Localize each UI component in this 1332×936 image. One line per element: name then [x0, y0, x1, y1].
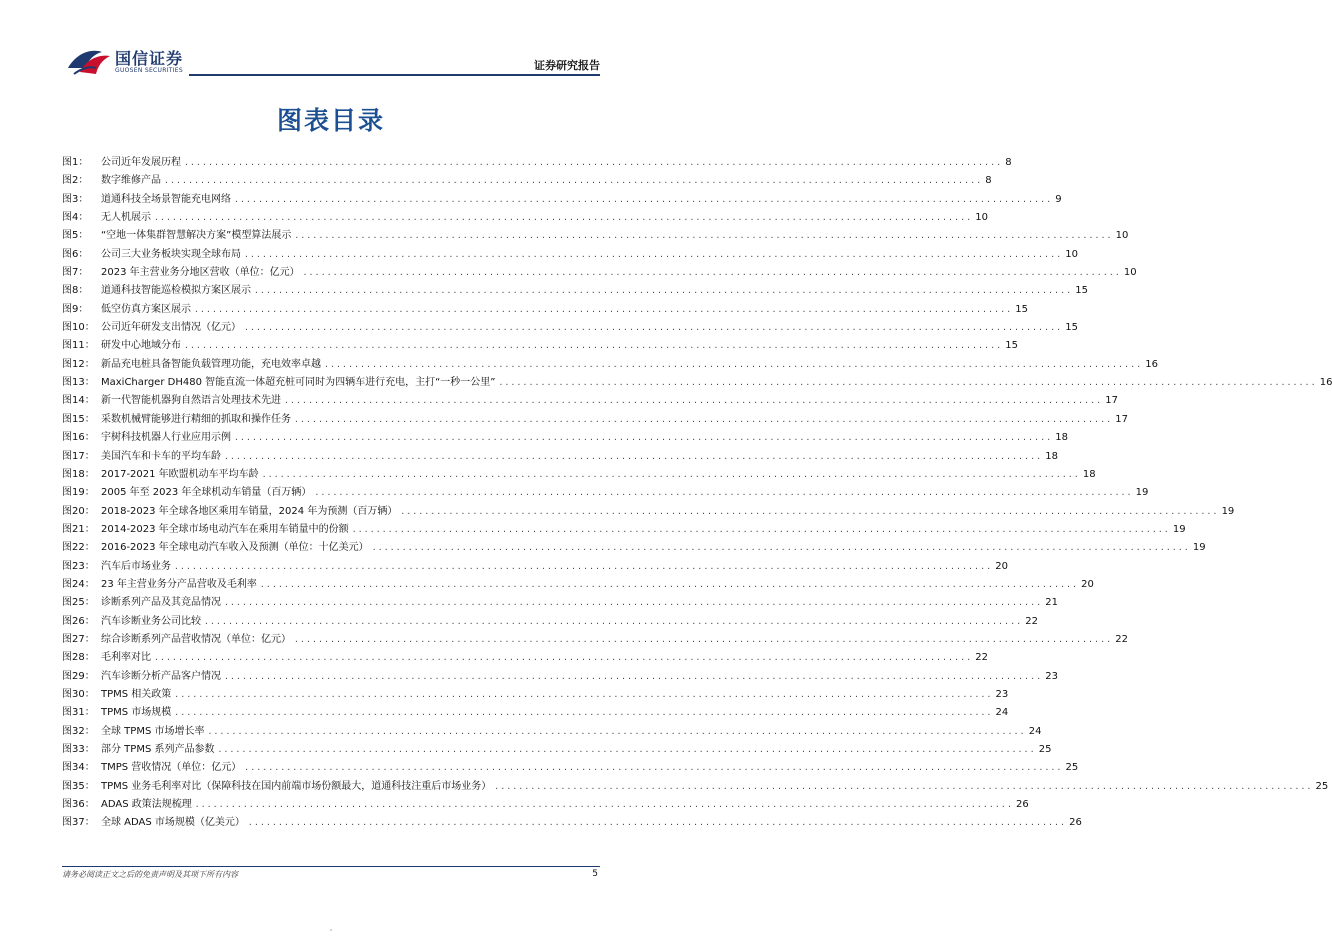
toc-dot-leader: ........................................................................................................................................	[324, 359, 1143, 369]
toc-entry-label: 图12：	[62, 358, 95, 370]
toc-entry-title: 新一代智能机器狗自然语言处理技术先进	[101, 395, 281, 407]
toc-dot-leader: ........................................................................................................................................	[174, 708, 993, 718]
toc-entry-page: 10	[1065, 248, 1078, 260]
toc-entry-title: ADAS 政策法规梳理	[101, 799, 192, 811]
guosen-logo-mark-icon	[66, 46, 112, 76]
figure-toc-list	[62, 154, 1332, 833]
toc-dot-leader: ........................................................................................................................................	[244, 323, 1063, 333]
toc-entry-title: TPMS 市场规模	[101, 707, 172, 719]
toc-dot-leader: ........................................................................................................................................	[207, 726, 1026, 736]
guosen-logo	[66, 44, 188, 78]
toc-entry-label: 图9：	[62, 303, 89, 315]
toc-entry-label: 图19：	[62, 487, 95, 499]
toc-entry-title: TPMS 业务毛利率对比（保障科技在国内前端市场份额最大，道通科技注重后市场业务）	[101, 780, 492, 792]
toc-dot-leader: ........................................................................................................................................	[154, 213, 973, 223]
toc-entry[interactable]	[62, 539, 1206, 557]
toc-entry-label: 图36：	[62, 799, 95, 811]
toc-entry-label: 图23：	[62, 560, 95, 572]
toc-entry-title: 新品充电桩具备智能负载管理功能，充电效率卓越	[101, 358, 321, 370]
toc-entry-title: 毛利率对比	[101, 652, 151, 664]
toc-dot-leader: ........................................................................................................................................	[294, 634, 1113, 644]
toc-entry-page: 10	[1115, 230, 1129, 242]
toc-entry[interactable]	[62, 429, 1068, 447]
toc-entry-label: 图13：	[62, 377, 95, 389]
toc-entry[interactable]	[62, 356, 1158, 374]
toc-entry-title: 2014-2023 年全球市场电动汽车在乘用车销量中的份额	[101, 523, 349, 535]
page-header	[0, 0, 662, 80]
toc-dot-leader: ........................................................................................................................................	[234, 194, 1053, 204]
toc-entry-page: 10	[1123, 267, 1137, 279]
toc-entry-title: TMPS 营收情况（单位：亿元）	[101, 762, 242, 774]
toc-dot-leader: ........................................................................................................................................	[302, 268, 1121, 278]
toc-entry-page: 10	[975, 212, 988, 224]
toc-entry-title: 无人机展示	[101, 212, 151, 224]
toc-entry-title: 诊断系列产品及其竞品情况	[101, 597, 221, 609]
toc-entry-page: 19	[1172, 523, 1186, 535]
toc-entry-title: 数字维修产品	[101, 175, 161, 187]
toc-entry-page: 25	[1315, 780, 1329, 792]
toc-dot-leader: ........................................................................................................................................	[261, 469, 1080, 479]
toc-entry-label: 图30：	[62, 688, 95, 700]
toc-entry-page: 23	[995, 688, 1009, 700]
toc-entry-page: 21	[1045, 597, 1058, 609]
toc-entry-page: 22	[1025, 615, 1038, 627]
toc-entry-title: 2018-2023 年全球各地区乘用车销量，2024 年为预测（百万辆）	[101, 505, 398, 517]
toc-dot-leader: ........................................................................................................................................	[284, 396, 1103, 406]
logo-text-cn: 国信证券	[115, 49, 184, 68]
toc-entry-title: TPMS 相关政策	[101, 688, 172, 700]
toc-entry-label: 图28：	[62, 652, 95, 664]
toc-entry[interactable]	[62, 723, 1042, 741]
toc-entry-label: 图5：	[62, 230, 89, 242]
toc-entry-page: 23	[1045, 670, 1058, 682]
toc-dot-leader: ........................................................................................................................................	[494, 781, 1313, 791]
toc-entry-label: 图11：	[62, 340, 95, 352]
toc-entry[interactable]	[62, 319, 1078, 337]
logo-text-en: GUOSEN SECURITIES	[115, 67, 184, 74]
toc-dot-leader: ........................................................................................................................................	[244, 763, 1063, 773]
toc-entry-page: 22	[975, 652, 988, 664]
toc-dot-leader: ........................................................................................................................................	[498, 378, 1317, 388]
footer-divider	[62, 866, 600, 867]
toc-entry[interactable]	[62, 392, 1118, 410]
toc-entry-label: 图24：	[62, 578, 95, 590]
toc-entry[interactable]	[62, 576, 1094, 594]
toc-entry-page: 17	[1115, 413, 1128, 425]
toc-entry[interactable]	[62, 282, 1088, 300]
toc-dot-leader: ........................................................................................................................................	[224, 451, 1043, 461]
toc-entry[interactable]	[62, 778, 1329, 796]
toc-dot-leader: ........................................................................................................................................	[254, 286, 1073, 296]
toc-entry-page: 17	[1105, 395, 1118, 407]
toc-entry-title: 公司三大业务板块实现全球布局	[101, 248, 241, 260]
toc-entry-title: 23 年主营业务分产品营收及毛利率	[101, 578, 257, 590]
toc-entry-label: 图20：	[62, 505, 95, 517]
footer-disclaimer: 请务必阅读正文之后的免责声明及其项下所有内容	[62, 870, 238, 879]
toc-entry[interactable]	[62, 613, 1038, 631]
toc-entry[interactable]	[62, 521, 1186, 539]
toc-entry-label: 图6：	[62, 248, 89, 260]
toc-entry-page: 15	[1005, 340, 1018, 352]
toc-entry[interactable]	[62, 209, 988, 227]
toc-entry-page: 8	[985, 175, 992, 187]
toc-dot-leader: ........................................................................................................................................	[174, 561, 993, 571]
toc-entry-label: 图2：	[62, 175, 89, 187]
page-title: 图表目录	[276, 106, 385, 135]
toc-dot-leader: ........................................................................................................................................	[174, 689, 993, 699]
toc-entry-label: 图25：	[62, 597, 95, 609]
toc-entry[interactable]	[62, 631, 1128, 649]
toc-entry-page: 15	[1065, 322, 1078, 334]
toc-dot-leader: ........................................................................................................................................	[224, 671, 1043, 681]
toc-entry-title: 2005 年至 2023 年全球机动车销量（百万辆）	[101, 487, 312, 499]
toc-entry-label: 图27：	[62, 633, 95, 645]
toc-entry-title: 部分 TPMS 系列产品参数	[101, 744, 215, 755]
toc-entry-title: 道通科技全场景智能充电网络	[101, 193, 231, 205]
toc-entry-label: 图33：	[62, 744, 95, 755]
toc-entry-label: 图17：	[62, 450, 95, 462]
toc-dot-leader: ........................................................................................................................................	[184, 158, 1003, 167]
toc-entry-page: 20	[995, 560, 1008, 572]
toc-dot-leader: ........................................................................................................................................	[294, 231, 1113, 241]
toc-dot-leader: ........................................................................................................................................	[234, 433, 1053, 443]
toc-entry-title: 研发中心地域分布	[101, 340, 181, 352]
toc-entry-title: 2017-2021 年欧盟机动车平均车龄	[101, 468, 259, 480]
toc-entry[interactable]	[62, 246, 1078, 264]
toc-entry-title: 2016-2023 年全球电动汽车收入及预测（单位：十亿美元）	[101, 542, 369, 554]
toc-entry-title: 全球 TPMS 市场增长率	[101, 725, 205, 737]
toc-entry-page: 26	[1069, 817, 1082, 829]
toc-entry-label: 图10：	[62, 322, 95, 334]
toc-dot-leader: ........................................................................................................................................	[259, 579, 1079, 589]
toc-entry[interactable]	[62, 686, 1009, 704]
toc-dot-leader: ........................................................................................................................................	[217, 745, 1036, 754]
toc-entry-page: 19	[1192, 542, 1206, 554]
toc-entry-page: 25	[1065, 762, 1079, 774]
toc-entry-page: 15	[1075, 285, 1088, 297]
toc-entry-page: 20	[1081, 578, 1094, 590]
toc-dot-leader: ........................................................................................................................................	[247, 818, 1067, 828]
toc-entry-label: 图31：	[62, 707, 95, 719]
toc-entry[interactable]	[62, 796, 1029, 814]
toc-entry-title: 汽车诊断分析产品客户情况	[101, 670, 221, 682]
toc-dot-leader: ........................................................................................................................................	[351, 524, 1170, 534]
toc-entry-title: 采数机械臂能够进行精细的抓取和操作任务	[101, 413, 291, 425]
toc-entry-label: 图37：	[62, 817, 95, 829]
toc-entry-page: 24	[995, 707, 1009, 719]
toc-entry-title: 全球 ADAS 市场规模（亿美元）	[101, 817, 245, 829]
toc-entry-page: 16	[1145, 358, 1158, 370]
toc-entry-title: 汽车后市场业务	[101, 560, 171, 572]
toc-entry[interactable]	[62, 301, 1028, 319]
toc-entry[interactable]	[62, 594, 1058, 612]
toc-entry[interactable]	[62, 448, 1058, 466]
toc-dot-leader: ........................................................................................................................................	[204, 616, 1023, 626]
toc-entry-title: 2023 年主营业务分地区营收（单位：亿元）	[101, 267, 300, 279]
toc-entry-page: 26	[1015, 799, 1029, 811]
toc-entry-title: 公司近年发展历程	[101, 157, 181, 168]
toc-entry-label: 图15：	[62, 413, 95, 425]
toc-dot-leader: ........................................................................................................................................	[184, 341, 1003, 351]
toc-entry[interactable]	[62, 191, 1062, 209]
toc-entry[interactable]	[62, 466, 1096, 484]
report-type-label: 证券研究报告	[534, 59, 600, 72]
toc-entry-label: 图29：	[62, 670, 95, 682]
toc-entry-title: 汽车诊断业务公司比较	[101, 615, 201, 627]
toc-entry[interactable]	[62, 374, 1332, 392]
toc-dot-leader: ........................................................................................................................................	[154, 653, 973, 663]
toc-entry-page: 19	[1135, 487, 1149, 499]
toc-entry-page: 18	[1055, 432, 1068, 444]
toc-entry[interactable]	[62, 741, 1052, 759]
toc-entry[interactable]	[62, 814, 1082, 832]
header-divider	[189, 74, 600, 76]
toc-entry[interactable]	[62, 227, 1129, 245]
toc-entry-title: MaxiCharger DH480 智能直流一体超充桩可同时为四辆车进行充电，主打“一秒一公里”	[101, 377, 496, 389]
toc-entry-page: 19	[1221, 505, 1235, 517]
toc-dot-leader: ........................................................................................................................................	[314, 488, 1133, 498]
toc-entry-label: 图16：	[62, 432, 95, 444]
toc-entry-label: 图4：	[62, 212, 89, 224]
toc-entry[interactable]	[62, 264, 1137, 282]
toc-entry-label: 图34：	[62, 762, 95, 774]
toc-entry-page: 24	[1028, 725, 1042, 737]
toc-entry-page: 16	[1319, 377, 1332, 389]
toc-entry-title: 宇树科技机器人行业应用示例	[101, 432, 231, 444]
page-bottom-dot	[330, 929, 332, 931]
toc-entry[interactable]	[62, 411, 1128, 429]
toc-entry[interactable]	[62, 172, 992, 190]
toc-entry-label: 图14：	[62, 395, 95, 407]
toc-dot-leader: ........................................................................................................................................	[164, 176, 983, 186]
toc-entry-page: 9	[1055, 193, 1062, 205]
toc-entry-label: 图18：	[62, 468, 95, 480]
toc-entry-label: 图26：	[62, 615, 95, 627]
toc-entry-label: 图32：	[62, 725, 95, 737]
toc-entry-title: 低空仿真方案区展示	[101, 303, 191, 315]
toc-entry-page: 18	[1082, 468, 1096, 480]
page-number: 5	[592, 869, 598, 879]
toc-entry[interactable]	[62, 558, 1008, 576]
toc-entry-label: 图22：	[62, 542, 95, 554]
toc-entry-page: 22	[1115, 633, 1128, 645]
toc-dot-leader: ........................................................................................................................................	[294, 414, 1113, 424]
toc-entry[interactable]	[62, 503, 1235, 521]
toc-entry-page: 25	[1038, 744, 1052, 755]
toc-dot-leader: ........................................................................................................................................	[371, 543, 1190, 553]
toc-entry-label: 图21：	[62, 523, 95, 535]
toc-entry[interactable]	[62, 484, 1149, 502]
toc-entry-label: 图8：	[62, 285, 89, 297]
toc-entry-title: 公司近年研发支出情况（亿元）	[101, 322, 241, 334]
toc-entry-label: 图1：	[62, 157, 89, 168]
toc-entry-title: “空地一体集群智慧解决方案”模型算法展示	[101, 230, 292, 242]
toc-entry-label: 图3：	[62, 193, 89, 205]
toc-entry-page: 15	[1015, 303, 1028, 315]
toc-dot-leader: ........................................................................................................................................	[244, 249, 1063, 259]
toc-entry[interactable]	[62, 154, 1012, 172]
toc-entry-title: 美国汽车和卡车的平均车龄	[101, 450, 221, 462]
toc-entry-title: 综合诊断系列产品营收情况（单位：亿元）	[101, 633, 291, 645]
toc-dot-leader: ........................................................................................................................................	[194, 800, 1013, 810]
toc-dot-leader: ........................................................................................................................................	[224, 598, 1043, 608]
toc-entry-label: 图7：	[62, 267, 89, 279]
toc-entry-title: 道通科技智能巡检模拟方案区展示	[101, 285, 251, 297]
toc-dot-leader: ........................................................................................................................................	[400, 506, 1219, 516]
toc-entry[interactable]	[62, 759, 1079, 777]
toc-entry[interactable]	[62, 668, 1058, 686]
toc-entry-page: 8	[1005, 157, 1012, 168]
toc-entry[interactable]	[62, 649, 988, 667]
toc-entry-page: 18	[1045, 450, 1058, 462]
toc-entry-label: 图35：	[62, 780, 95, 792]
toc-entry[interactable]	[62, 704, 1009, 722]
toc-entry[interactable]	[62, 337, 1018, 355]
toc-dot-leader: ........................................................................................................................................	[194, 304, 1013, 314]
